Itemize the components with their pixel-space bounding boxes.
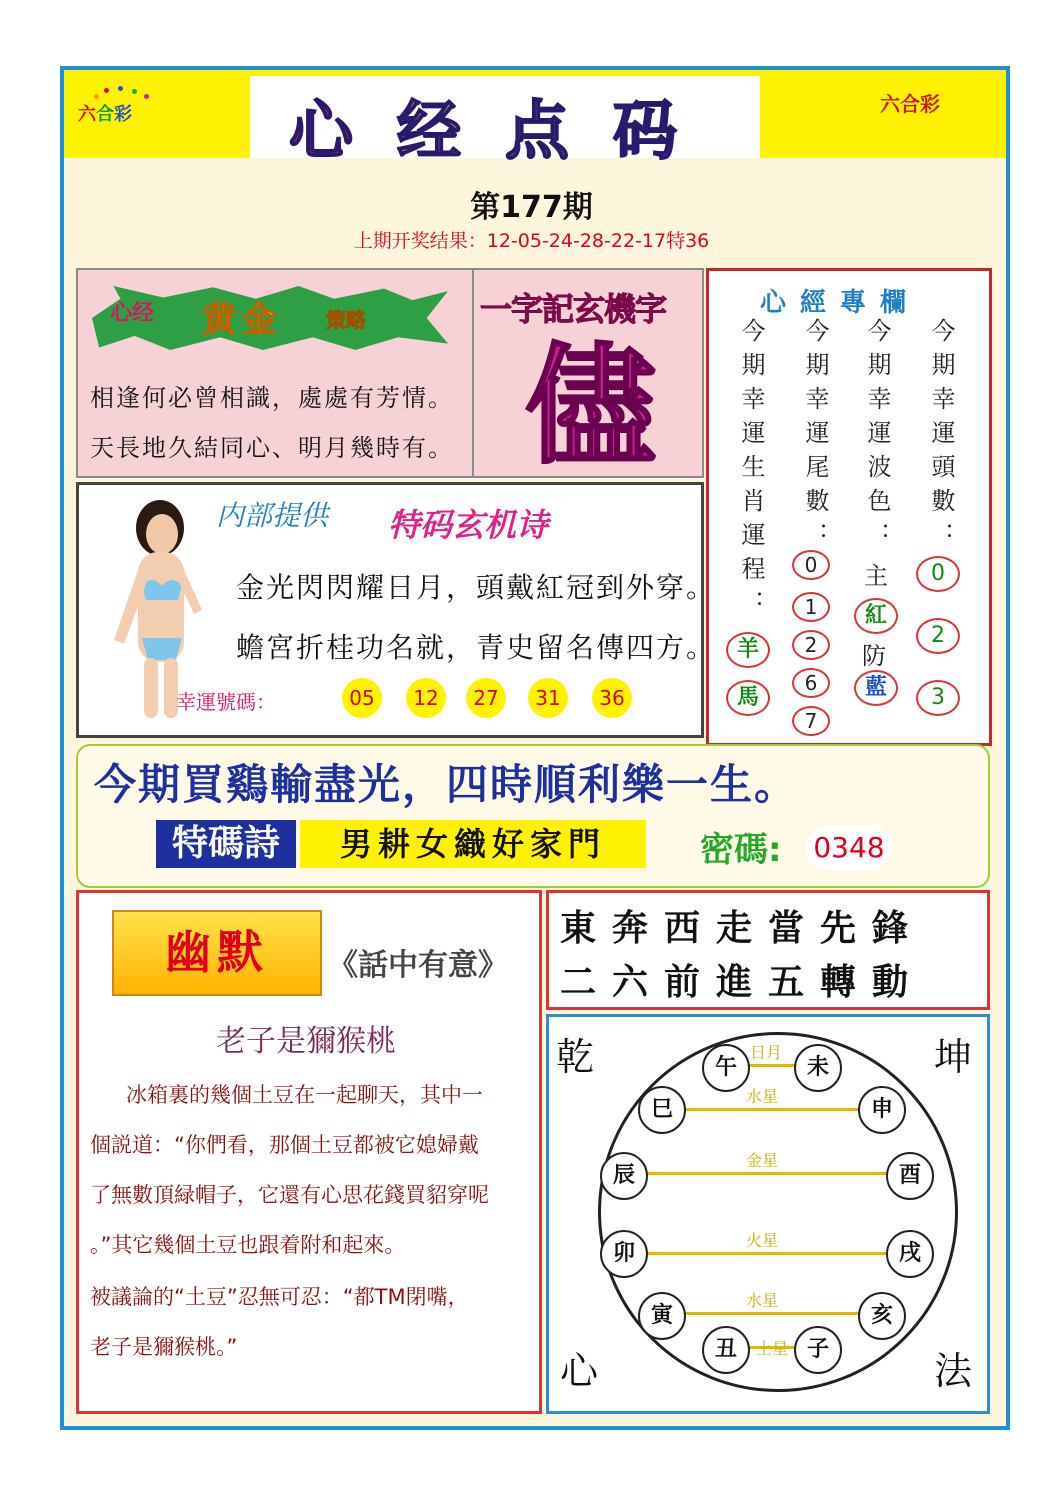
story-line: 冰箱裏的幾個土豆在一起聊天，其中一 <box>126 1083 483 1107</box>
tail-number: 7 <box>792 706 830 736</box>
banner-main-line: 今期買鷄輸盡光，四時順利樂一生。 <box>94 760 799 809</box>
planet-label: 火星 <box>746 1231 779 1250</box>
column-heading-tail: 今期幸運尾數： <box>801 318 829 556</box>
tail-number: 1 <box>792 592 830 622</box>
title-char: 码 <box>613 94 721 169</box>
planet-label: 金星 <box>746 1151 779 1170</box>
lucky-number-ball: 31 <box>528 678 568 718</box>
golden-poem-line: 天長地久結同心、明月幾時有。 <box>90 434 454 462</box>
poem-title: 特码玄机诗 <box>388 506 549 544</box>
corner-bottom-left: 心 <box>560 1349 599 1393</box>
title-char: 点 <box>505 94 613 169</box>
title-char: 经 <box>397 94 505 169</box>
column-heading-zodiac: 今期幸運生肖運程： <box>737 318 765 624</box>
column-title: 心經專欄 <box>760 288 921 318</box>
lucky-number-ball: 12 <box>406 678 446 718</box>
wave-guard-label: 防 <box>862 642 886 670</box>
corner-bottom-right: 法 <box>934 1349 973 1393</box>
story-line: 被議論的“土豆”忍無可忍：“都TM閉嘴， <box>90 1285 469 1309</box>
zodiac-node: 子 <box>794 1326 842 1374</box>
code-value: 0348 <box>806 826 892 870</box>
wave-main-label: 主 <box>864 562 888 590</box>
one-word-char: 儘 <box>524 329 655 482</box>
head-number: 0 <box>916 556 960 592</box>
logo-char-2: 合 <box>96 104 114 125</box>
corner-top-left: 乾 <box>556 1035 595 1079</box>
head-number: 3 <box>916 680 960 716</box>
zodiac-badge: 羊 <box>726 632 770 668</box>
zodiac-node: 申 <box>858 1086 906 1134</box>
last-result: 上期开奖结果：12-05-24-28-22-17特36 <box>353 230 710 252</box>
zodiac-node: 亥 <box>858 1292 906 1340</box>
poem-line: 蟾宮折桂功名就，青史留名傳四方。 <box>236 631 717 664</box>
golden-poem-line: 相逢何必曾相識，處處有芳情。 <box>90 384 454 412</box>
zodiac-node: 戌 <box>886 1230 934 1278</box>
tm-poem-label: 特碼詩 <box>156 820 296 868</box>
humor-subtitle: 《話中有意》 <box>328 948 508 983</box>
planet-bar <box>656 1108 890 1111</box>
story-line: 個説道：“你們看，那個土豆都被它媳婦戴 <box>90 1133 479 1157</box>
golden-label-prefix: 心经 <box>110 301 155 326</box>
column-heading-head: 今期幸運頭數： <box>927 318 955 556</box>
humor-badge <box>112 910 322 996</box>
tail-number: 0 <box>792 550 830 580</box>
head-number: 2 <box>916 618 960 654</box>
golden-label-suffix: 策略 <box>326 308 366 332</box>
story-line: 了無數頂緑帽子，它還有心思花錢買貂穿呢 <box>90 1183 489 1207</box>
tail-number: 2 <box>792 630 830 660</box>
zodiac-node: 卯 <box>600 1230 648 1278</box>
east-west-line: 二六前進五轉動 <box>560 961 925 1003</box>
zodiac-node: 寅 <box>638 1292 686 1340</box>
title-banner <box>250 76 760 169</box>
story-title: 老子是獮猴桃 <box>216 1024 396 1059</box>
zodiac-node: 酉 <box>886 1152 934 1200</box>
zodiac-node: 未 <box>794 1044 842 1092</box>
code-label: 密碼: <box>700 830 782 870</box>
zodiac-node: 巳 <box>638 1086 686 1134</box>
planet-label: 土星 <box>756 1339 789 1358</box>
planet-label: 日月 <box>750 1043 783 1062</box>
provider-label: 内部提供 <box>216 499 329 532</box>
tm-poem-value: 男耕女織好家門 <box>300 820 646 868</box>
tail-number: 6 <box>792 668 830 698</box>
story-line: 。”其它幾個土豆也跟着附和起來。 <box>90 1233 406 1257</box>
wave-main: 紅 <box>854 598 898 634</box>
zodiac-node: 辰 <box>600 1152 648 1200</box>
planet-label: 水星 <box>746 1291 779 1310</box>
page-title <box>250 80 760 172</box>
logo-char-1: 六 <box>78 104 96 125</box>
planet-bar <box>620 1252 910 1255</box>
column-heading-wave: 今期幸運波色： <box>863 318 891 556</box>
lottery-logo-right: 六合彩 <box>880 92 940 116</box>
lucky-label: 幸運號碼： <box>176 690 276 714</box>
humor-badge-text: 幽默 <box>165 925 269 979</box>
lucky-number-ball: 27 <box>466 678 506 718</box>
issue-number: 第177期 <box>470 190 593 225</box>
zodiac-node: 午 <box>702 1044 750 1092</box>
one-word-label: 一字記玄機字 <box>480 290 667 328</box>
lottery-logo-left <box>74 86 174 130</box>
east-west-line: 東奔西走當先鋒 <box>560 907 925 949</box>
planet-bar <box>620 1172 910 1175</box>
corner-top-right: 坤 <box>934 1035 973 1079</box>
zodiac-node: 丑 <box>702 1326 750 1374</box>
poem-line: 金光閃閃耀日月，頭戴紅冠到外穿。 <box>236 571 717 604</box>
planet-bar <box>656 1312 890 1315</box>
golden-label-gold: 黄金 <box>202 300 282 340</box>
wave-guard: 藍 <box>854 670 898 706</box>
story-line: 老子是獮猴桃。” <box>90 1335 238 1359</box>
logo-char-3: 彩 <box>114 104 132 125</box>
zodiac-badge: 馬 <box>726 680 770 716</box>
planet-label: 水星 <box>746 1087 779 1106</box>
lucky-number-ball: 05 <box>342 678 382 718</box>
lucky-number-ball: 36 <box>592 678 632 718</box>
title-char: 心 <box>289 94 397 169</box>
